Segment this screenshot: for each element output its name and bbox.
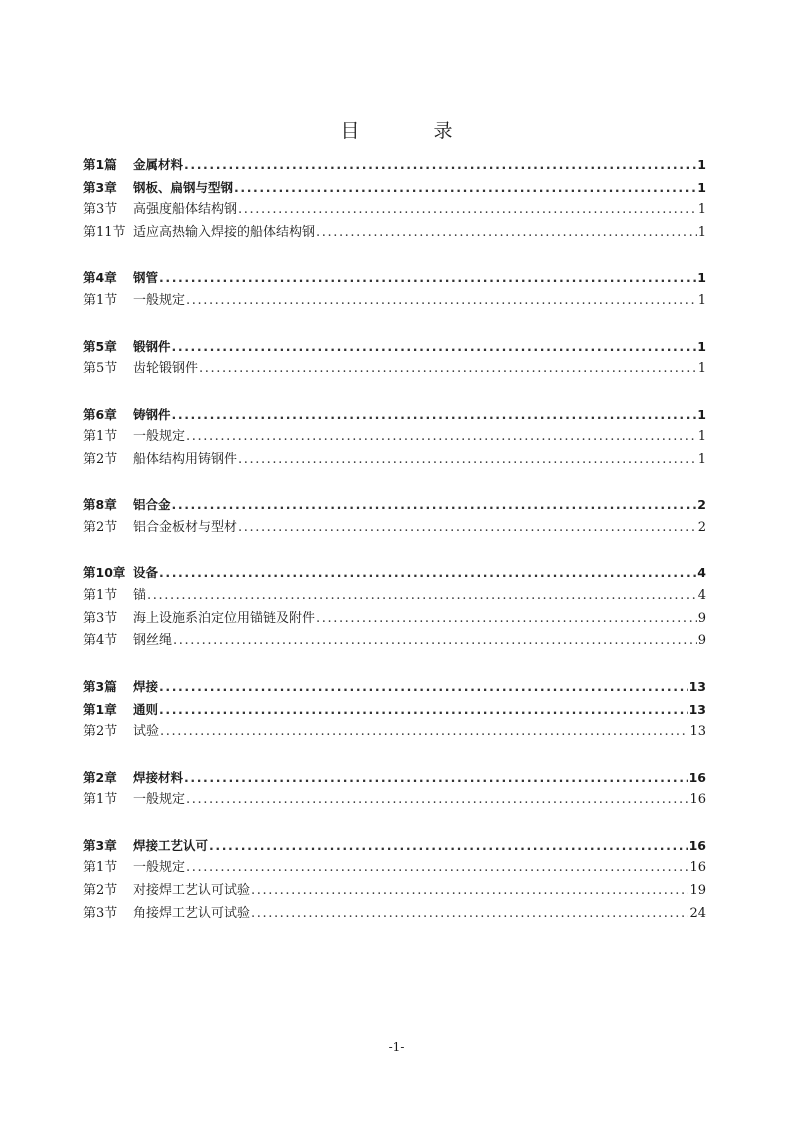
toc-leader-dots: [251, 903, 688, 926]
toc-entry-number: 第5章: [83, 338, 117, 354]
toc-entry[interactable]: [83, 699, 706, 722]
toc-entry-page: 1: [697, 361, 706, 377]
toc-leader-dots: [238, 517, 697, 540]
toc-entry-title: 铝合金板材与型材: [133, 520, 238, 535]
toc-leader-dots: [238, 199, 697, 222]
toc-entry-title: 对接焊工艺认可试验: [133, 883, 251, 898]
toc-entry-title: 船体结构用铸钢件: [133, 451, 238, 467]
toc-entry-title: 焊接工艺认可: [133, 837, 209, 853]
toc-entry-page: 9: [697, 610, 706, 626]
toc-entry[interactable]: [83, 880, 706, 903]
toc-entry-number: 第2节: [83, 724, 118, 740]
toc-entry[interactable]: [83, 358, 706, 381]
toc-entry-number: 第3节: [83, 202, 118, 218]
toc-entry[interactable]: [83, 767, 706, 790]
toc-entry-number: 第1节: [83, 429, 118, 445]
toc-entry[interactable]: [83, 857, 706, 880]
toc-entry-page: 1: [697, 429, 706, 445]
toc-entry-title: 试验: [133, 724, 160, 740]
toc-entry[interactable]: [83, 426, 706, 449]
toc-entry-number: 第5节: [83, 361, 118, 377]
toc-entry[interactable]: [83, 494, 706, 517]
toc-entry-number: 第8章: [83, 497, 117, 513]
toc-entry-page: 4: [697, 565, 706, 581]
toc-leader-dots: [186, 789, 688, 812]
toc-leader-dots: [184, 154, 696, 177]
toc-leader-dots: [186, 857, 688, 880]
toc-entry[interactable]: [83, 630, 706, 653]
toc-entry-number: 第4章: [83, 270, 117, 286]
toc-leader-dots: [159, 562, 696, 585]
toc-leader-dots: [199, 358, 697, 381]
toc-entry-page: 1: [697, 202, 706, 218]
toc-entry-title: 设备: [133, 565, 159, 581]
toc-entry-number: 第6章: [83, 406, 117, 422]
toc-entry[interactable]: [83, 562, 706, 585]
toc-entry-title: 通则: [133, 701, 159, 717]
toc-entry-number: 第2节: [83, 520, 118, 535]
toc-leader-dots: [159, 699, 688, 722]
toc-entry-title: 锚: [133, 588, 147, 604]
toc-entry-title: 高强度船体结构钢: [133, 202, 238, 218]
toc-entry-page: 1: [697, 270, 706, 286]
toc-entry-number: 第1节: [83, 860, 118, 876]
toc-entry-title: 一般规定: [133, 429, 186, 445]
toc-entry-number: 第3章: [83, 837, 117, 853]
toc-entry-page: 1: [697, 293, 706, 309]
toc-leader-dots: [238, 449, 697, 472]
toc-entry-page: 1: [697, 338, 706, 354]
toc-entry-page: 16: [689, 792, 706, 808]
toc-entry-page: 1: [697, 179, 706, 195]
toc-entry-page: 2: [697, 520, 706, 535]
toc-entry-number: 第1节: [83, 588, 118, 604]
toc-entry[interactable]: [83, 267, 706, 290]
table-of-contents: [83, 154, 706, 925]
toc-entry-title: 铝合金: [133, 497, 171, 513]
toc-entry-title: 一般规定: [133, 293, 186, 309]
toc-entry-page: 1: [697, 406, 706, 422]
toc-entry-number: 第3节: [83, 905, 118, 921]
page-title: 目 录: [340, 120, 487, 142]
toc-leader-dots: [160, 721, 688, 744]
toc-entry-title: 焊接材料: [133, 769, 184, 785]
toc-leader-dots: [159, 676, 688, 699]
toc-leader-dots: [186, 426, 697, 449]
toc-entry-page: 13: [688, 701, 706, 717]
toc-entry-number: 第2节: [83, 883, 118, 898]
page-number: -1-: [388, 1040, 405, 1054]
toc-entry[interactable]: [83, 585, 706, 608]
toc-entry-title: 齿轮锻钢件: [133, 361, 199, 377]
toc-entry[interactable]: [83, 290, 706, 313]
toc-entry-number: 第1节: [83, 792, 118, 808]
toc-entry-page: 24: [689, 905, 706, 921]
toc-entry-page: 1: [697, 225, 706, 241]
toc-entry[interactable]: [83, 177, 706, 200]
toc-entry-page: 1: [697, 157, 706, 172]
toc-entry[interactable]: [83, 199, 706, 222]
toc-entry[interactable]: [83, 676, 706, 699]
toc-entry-title: 铸钢件: [133, 406, 171, 422]
toc-leader-dots: [184, 767, 688, 790]
toc-leader-dots: [251, 880, 688, 903]
toc-leader-dots: [209, 835, 688, 858]
toc-leader-dots: [316, 608, 697, 631]
toc-entry[interactable]: [83, 789, 706, 812]
toc-leader-dots: [172, 494, 697, 517]
toc-entry[interactable]: [83, 721, 706, 744]
toc-entry-page: 13: [689, 724, 706, 740]
toc-entry-page: 13: [688, 678, 706, 694]
toc-entry-number: 第2节: [83, 451, 118, 467]
toc-entry-number: 第3章: [83, 179, 117, 195]
toc-leader-dots: [147, 585, 697, 608]
toc-leader-dots: [186, 290, 697, 313]
toc-entry-page: 16: [688, 837, 706, 853]
toc-entry[interactable]: [83, 154, 706, 177]
toc-entry-page: 16: [689, 860, 706, 876]
toc-leader-dots: [172, 336, 697, 359]
toc-entry[interactable]: [83, 222, 706, 245]
toc-entry-page: 16: [688, 769, 706, 785]
toc-leader-dots: [234, 177, 696, 200]
toc-leader-dots: [172, 404, 697, 427]
toc-entry-title: 金属材料: [133, 157, 184, 172]
toc-entry-number: 第10章: [83, 565, 126, 581]
toc-entry-title: 适应高热输入焊接的船体结构钢: [133, 225, 316, 241]
toc-leader-dots: [173, 630, 697, 653]
toc-entry-number: 第4节: [83, 633, 118, 649]
toc-entry[interactable]: [83, 449, 706, 472]
toc-entry-page: 19: [689, 883, 706, 898]
toc-entry-page: 4: [697, 588, 706, 604]
toc-entry-title: 一般规定: [133, 792, 186, 808]
toc-entry-title: 钢板、扁钢与型钢: [133, 179, 234, 195]
toc-entry-page: 1: [697, 451, 706, 467]
toc-entry[interactable]: [83, 336, 706, 359]
toc-leader-dots: [159, 267, 696, 290]
toc-entry-number: 第3篇: [83, 678, 117, 694]
toc-entry-title: 海上设施系泊定位用锚链及附件: [133, 610, 316, 626]
toc-entry-title: 锻钢件: [133, 338, 171, 354]
toc-entry-title: 焊接: [133, 678, 159, 694]
toc-entry-page: 2: [697, 497, 706, 513]
toc-entry-title: 钢管: [133, 270, 159, 286]
toc-entry-page: 9: [697, 633, 706, 649]
toc-entry[interactable]: [83, 835, 706, 858]
toc-entry[interactable]: [83, 608, 706, 631]
toc-entry[interactable]: [83, 903, 706, 926]
toc-leader-dots: [316, 222, 697, 245]
toc-entry-title: 钢丝绳: [133, 633, 173, 649]
toc-entry-number: 第1章: [83, 701, 117, 717]
toc-entry[interactable]: [83, 404, 706, 427]
toc-entry-number: 第3节: [83, 610, 118, 626]
toc-entry-title: 角接焊工艺认可试验: [133, 905, 251, 921]
toc-entry-number: 第2章: [83, 769, 117, 785]
toc-entry-title: 一般规定: [133, 860, 186, 876]
toc-entry[interactable]: [83, 517, 706, 540]
toc-entry-number: 第1篇: [83, 157, 117, 172]
toc-entry-number: 第11节: [83, 225, 126, 241]
toc-entry-number: 第1节: [83, 293, 118, 309]
